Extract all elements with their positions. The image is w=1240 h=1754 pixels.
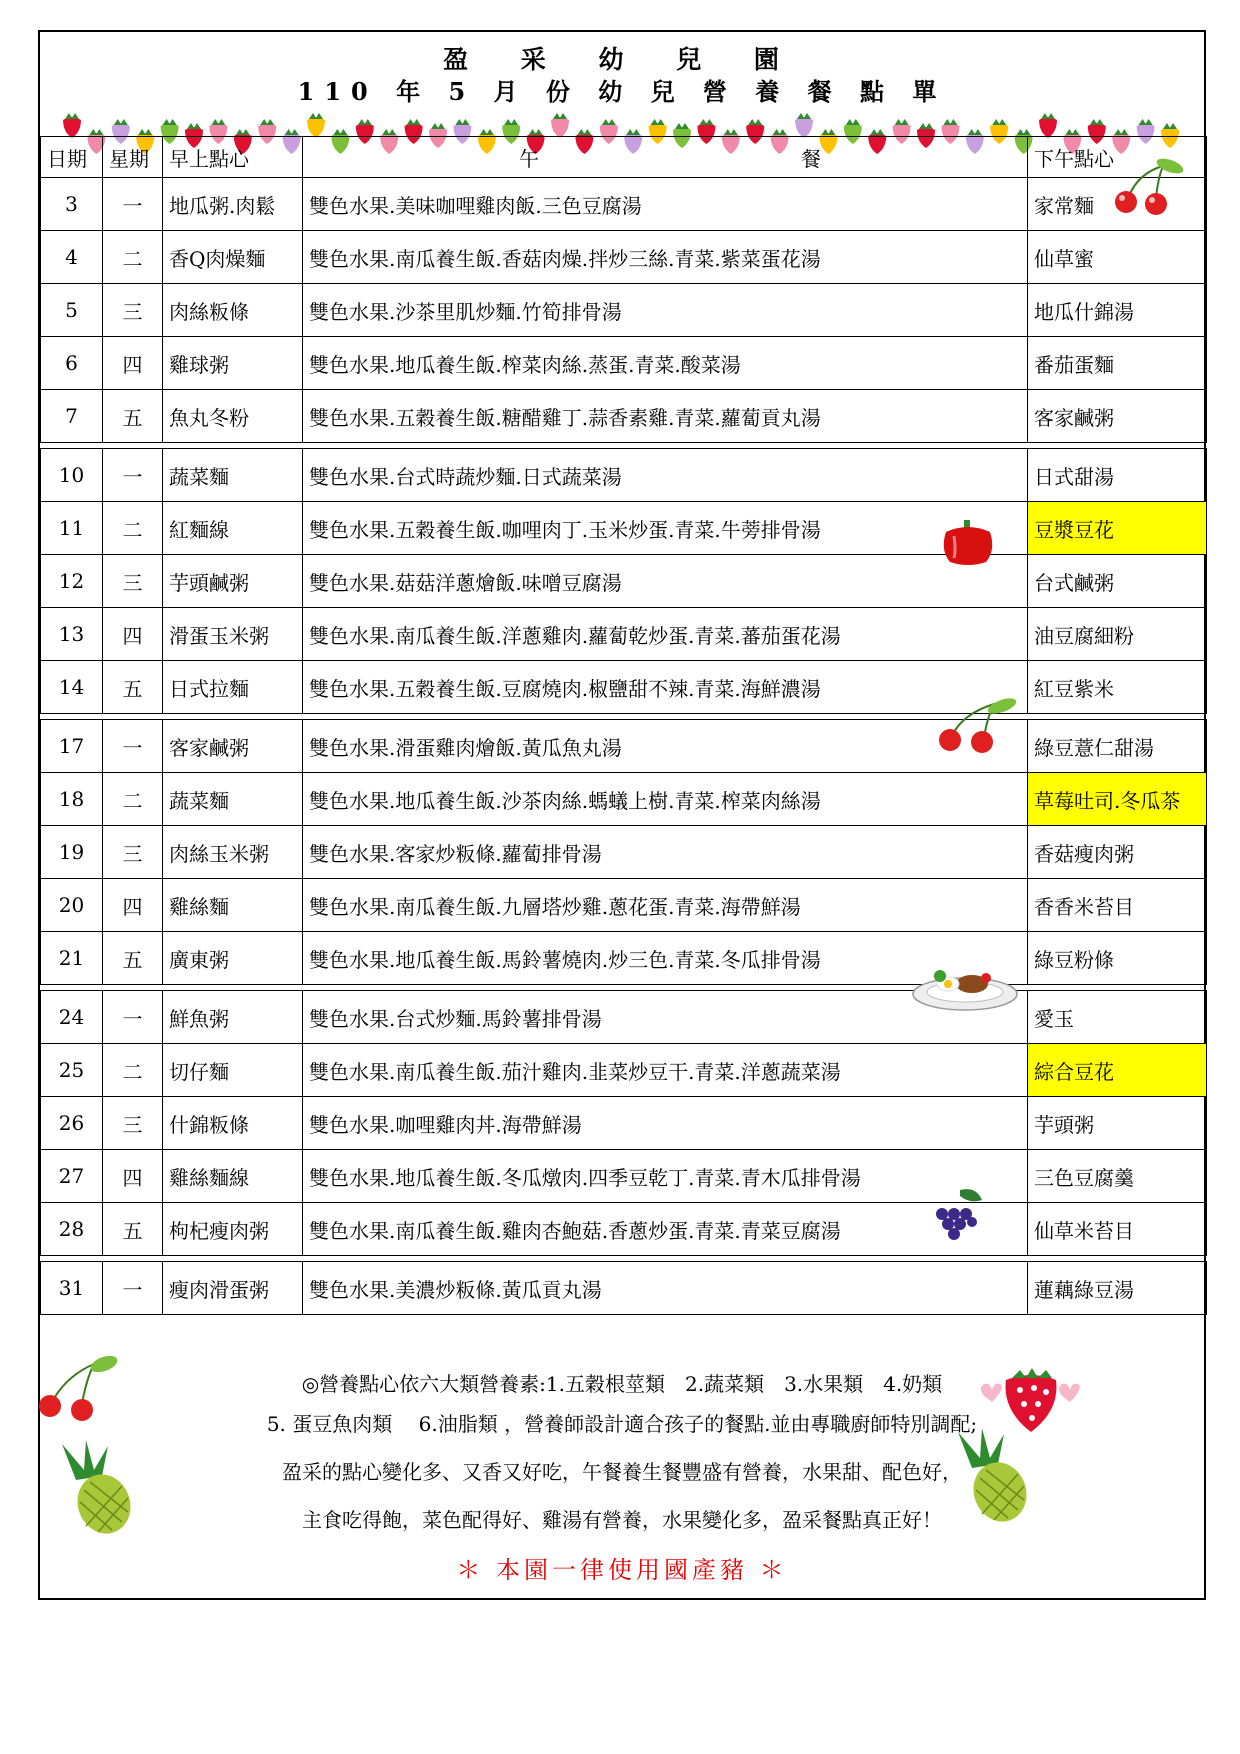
page-subtitle: 110 年 5 月 份 幼 兒 營 養 餐 點 單	[297, 77, 947, 106]
weekday-cell: 三	[103, 555, 163, 608]
strawberry-icon	[976, 1366, 1086, 1436]
cherry-icon	[1108, 158, 1188, 218]
morning-snack-cell: 客家鹹粥	[163, 720, 303, 773]
table-row	[41, 991, 1207, 1044]
afternoon-snack-cell: 綠豆粉條	[1028, 932, 1207, 985]
date-cell: 11	[41, 502, 103, 555]
header-lunch-a: 午	[519, 146, 539, 171]
date-cell: 25	[41, 1044, 103, 1097]
table-row	[41, 555, 1207, 608]
date-cell: 24	[41, 991, 103, 1044]
morning-snack-cell: 雞絲麵	[163, 879, 303, 932]
morning-snack-cell: 芋頭鹹粥	[163, 555, 303, 608]
lunch-cell: 雙色水果.美濃炒粄條.黃瓜貢丸湯	[303, 1262, 1028, 1315]
header-afternoon: 下午點心	[1028, 137, 1207, 178]
table-row	[41, 879, 1207, 932]
table-row	[41, 826, 1207, 879]
weekday-cell: 二	[103, 773, 163, 826]
lunch-cell: 雙色水果.五穀養生飯.咖哩肉丁.玉米炒蛋.青菜.牛蒡排骨湯	[303, 502, 1028, 555]
weekday-cell: 一	[103, 1262, 163, 1315]
weekday-cell: 一	[103, 178, 163, 231]
date-cell: 17	[41, 720, 103, 773]
table-row	[41, 337, 1207, 390]
date-cell: 13	[41, 608, 103, 661]
weekday-cell: 五	[103, 390, 163, 443]
date-cell: 19	[41, 826, 103, 879]
page-title: 盈 采 幼 兒 園	[443, 45, 801, 74]
table-row	[41, 502, 1207, 555]
table-row	[41, 390, 1207, 443]
date-cell: 26	[41, 1097, 103, 1150]
lunch-cell: 雙色水果.滑蛋雞肉燴飯.黃瓜魚丸湯	[303, 720, 1028, 773]
date-cell: 31	[41, 1262, 103, 1315]
afternoon-snack-cell: 豆漿豆花	[1028, 502, 1207, 555]
weekday-cell: 二	[103, 502, 163, 555]
lunch-cell: 雙色水果.客家炒粄條.蘿蔔排骨湯	[303, 826, 1028, 879]
lunch-cell: 雙色水果.地瓜養生飯.榨菜肉絲.蒸蛋.青菜.酸菜湯	[303, 337, 1028, 390]
header-date: 日期	[41, 137, 103, 178]
header-lunch	[303, 137, 1028, 178]
date-cell: 27	[41, 1150, 103, 1203]
date-cell: 21	[41, 932, 103, 985]
afternoon-snack-cell: 蓮藕綠豆湯	[1028, 1262, 1207, 1315]
garland-strawberry-icon	[1039, 113, 1057, 138]
morning-snack-cell: 枸杞瘦肉粥	[163, 1203, 303, 1256]
pepper-icon	[940, 520, 996, 566]
weekday-cell: 五	[103, 932, 163, 985]
weekday-cell: 一	[103, 991, 163, 1044]
meal-table	[40, 136, 1207, 1315]
afternoon-snack-cell: 綠豆薏仁甜湯	[1028, 720, 1207, 773]
garland-strawberry-icon	[795, 113, 813, 138]
morning-snack-cell: 雞絲麵線	[163, 1150, 303, 1203]
table-row	[41, 231, 1207, 284]
afternoon-snack-cell: 三色豆腐羹	[1028, 1150, 1207, 1203]
table-row	[41, 1262, 1207, 1315]
lunch-cell: 雙色水果.美味咖哩雞肉飯.三色豆腐湯	[303, 178, 1028, 231]
date-cell: 20	[41, 879, 103, 932]
note-line-4: 主食吃得飽，菜色配得好、雞湯有營養，水果變化多，盈采餐點真正好！	[302, 1508, 942, 1532]
note-line-1: ◎營養點心依六大類營養素:1.五穀根莖類 2.蔬菜類 3.水果類 4.奶類	[301, 1372, 943, 1396]
header-weekday: 星期	[103, 137, 163, 178]
pork-note: ＊ 本園一律使用國產豬 ＊	[456, 1556, 788, 1584]
lunch-cell: 雙色水果.台式時蔬炒麵.日式蔬菜湯	[303, 449, 1028, 502]
morning-snack-cell: 香Q肉燥麵	[163, 231, 303, 284]
morning-snack-cell: 切仔麵	[163, 1044, 303, 1097]
lunch-cell: 雙色水果.咖哩雞肉丼.海帶鮮湯	[303, 1097, 1028, 1150]
lunch-cell: 雙色水果.沙茶里肌炒麵.竹筍排骨湯	[303, 284, 1028, 337]
lunch-cell: 雙色水果.地瓜養生飯.沙茶肉絲.螞蟻上樹.青菜.榨菜肉絲湯	[303, 773, 1028, 826]
morning-snack-cell: 廣東粥	[163, 932, 303, 985]
table-row	[41, 1150, 1207, 1203]
date-cell: 12	[41, 555, 103, 608]
date-cell: 4	[41, 231, 103, 284]
table-row	[41, 608, 1207, 661]
morning-snack-cell: 肉絲粄條	[163, 284, 303, 337]
date-cell: 6	[41, 337, 103, 390]
afternoon-snack-cell: 芋頭粥	[1028, 1097, 1207, 1150]
date-cell: 7	[41, 390, 103, 443]
date-cell: 5	[41, 284, 103, 337]
afternoon-snack-cell: 油豆腐細粉	[1028, 608, 1207, 661]
table-row	[41, 720, 1207, 773]
morning-snack-cell: 蔬菜麵	[163, 449, 303, 502]
table-row	[41, 932, 1207, 985]
weekday-cell: 一	[103, 449, 163, 502]
table-row	[41, 449, 1207, 502]
table-row	[41, 773, 1207, 826]
weekday-cell: 四	[103, 608, 163, 661]
morning-snack-cell: 瘦肉滑蛋粥	[163, 1262, 303, 1315]
table-row	[41, 1044, 1207, 1097]
afternoon-snack-cell: 台式鹹粥	[1028, 555, 1207, 608]
lunch-cell: 雙色水果.南瓜養生飯.香菇肉燥.拌炒三絲.青菜.紫菜蛋花湯	[303, 231, 1028, 284]
lunch-cell: 雙色水果.南瓜養生飯.九層塔炒雞.蔥花蛋.青菜.海帶鮮湯	[303, 879, 1028, 932]
lunch-cell: 雙色水果.菇菇洋蔥燴飯.味噌豆腐湯	[303, 555, 1028, 608]
lunch-cell: 雙色水果.南瓜養生飯.雞肉杏鮑菇.香蔥炒蛋.青菜.青菜豆腐湯	[303, 1203, 1028, 1256]
table-row	[41, 661, 1207, 714]
afternoon-snack-cell: 香菇瘦肉粥	[1028, 826, 1207, 879]
afternoon-snack-cell: 綜合豆花	[1028, 1044, 1207, 1097]
morning-snack-cell: 鮮魚粥	[163, 991, 303, 1044]
note-line-2: 5. 蛋豆魚肉類 6.油脂類 ，營養師設計適合孩子的餐點.並由專職廚師特別調配;	[266, 1412, 978, 1436]
table-row	[41, 1203, 1207, 1256]
lunch-cell: 雙色水果.五穀養生飯.豆腐燒肉.椒鹽甜不辣.青菜.海鮮濃湯	[303, 661, 1028, 714]
grape-icon	[930, 1186, 986, 1244]
afternoon-snack-cell: 日式甜湯	[1028, 449, 1207, 502]
weekday-cell: 四	[103, 1150, 163, 1203]
afternoon-snack-cell: 香香米苔目	[1028, 879, 1207, 932]
garland-strawberry-icon	[551, 113, 569, 138]
pineapple-icon	[952, 1428, 1038, 1524]
morning-snack-cell: 日式拉麵	[163, 661, 303, 714]
weekday-cell: 三	[103, 284, 163, 337]
plate-icon	[910, 956, 1020, 1012]
afternoon-snack-cell: 愛玉	[1028, 991, 1207, 1044]
morning-snack-cell: 什錦粄條	[163, 1097, 303, 1150]
weekday-cell: 四	[103, 337, 163, 390]
lunch-cell: 雙色水果.五穀養生飯.糖醋雞丁.蒜香素雞.青菜.蘿蔔貢丸湯	[303, 390, 1028, 443]
morning-snack-cell: 滑蛋玉米粥	[163, 608, 303, 661]
lunch-cell: 雙色水果.南瓜養生飯.茄汁雞肉.韭菜炒豆干.青菜.洋蔥蔬菜湯	[303, 1044, 1028, 1097]
weekday-cell: 五	[103, 661, 163, 714]
afternoon-snack-cell: 仙草米苔目	[1028, 1203, 1207, 1256]
table-row	[41, 178, 1207, 231]
header-morning: 早上點心	[163, 137, 303, 178]
menu-sheet	[38, 30, 1206, 1600]
lunch-cell: 雙色水果.地瓜養生飯.馬鈴薯燒肉.炒三色.青菜.冬瓜排骨湯	[303, 932, 1028, 985]
afternoon-snack-cell: 地瓜什錦湯	[1028, 284, 1207, 337]
garland-strawberry-icon	[63, 113, 81, 138]
afternoon-snack-cell: 家常麵	[1028, 178, 1207, 231]
afternoon-snack-cell: 客家鹹粥	[1028, 390, 1207, 443]
weekday-cell: 一	[103, 720, 163, 773]
garland-strawberry-icon	[307, 113, 325, 138]
morning-snack-cell: 地瓜粥.肉鬆	[163, 178, 303, 231]
lunch-cell: 雙色水果.南瓜養生飯.洋蔥雞肉.蘿蔔乾炒蛋.青菜.蕃茄蛋花湯	[303, 608, 1028, 661]
date-cell: 3	[41, 178, 103, 231]
weekday-cell: 二	[103, 1044, 163, 1097]
table-header-row	[41, 137, 1207, 178]
date-cell: 10	[41, 449, 103, 502]
date-cell: 18	[41, 773, 103, 826]
date-cell: 14	[41, 661, 103, 714]
weekday-cell: 二	[103, 231, 163, 284]
morning-snack-cell: 肉絲玉米粥	[163, 826, 303, 879]
note-line-3: 盈采的點心變化多、又香又好吃，午餐養生餐豐盛有營養，水果甜、配色好，	[282, 1460, 962, 1484]
morning-snack-cell: 雞球粥	[163, 337, 303, 390]
date-cell: 28	[41, 1203, 103, 1256]
lunch-cell: 雙色水果.地瓜養生飯.冬瓜燉肉.四季豆乾丁.青菜.青木瓜排骨湯	[303, 1150, 1028, 1203]
afternoon-snack-cell: 草莓吐司.冬瓜茶	[1028, 773, 1207, 826]
weekday-cell: 四	[103, 879, 163, 932]
afternoon-snack-cell: 仙草蜜	[1028, 231, 1207, 284]
weekday-cell: 三	[103, 826, 163, 879]
cherry-icon	[36, 1352, 120, 1424]
morning-snack-cell: 魚丸冬粉	[163, 390, 303, 443]
table-row	[41, 284, 1207, 337]
lunch-cell: 雙色水果.台式炒麵.馬鈴薯排骨湯	[303, 991, 1028, 1044]
morning-snack-cell: 紅麵線	[163, 502, 303, 555]
pineapple-icon	[56, 1440, 142, 1536]
afternoon-snack-cell: 番茄蛋麵	[1028, 337, 1207, 390]
weekday-cell: 五	[103, 1203, 163, 1256]
morning-snack-cell: 蔬菜麵	[163, 773, 303, 826]
afternoon-snack-cell: 紅豆紫米	[1028, 661, 1207, 714]
header-lunch-b: 餐	[801, 146, 821, 171]
table-row	[41, 1097, 1207, 1150]
weekday-cell: 三	[103, 1097, 163, 1150]
cherry-icon	[932, 696, 1022, 756]
